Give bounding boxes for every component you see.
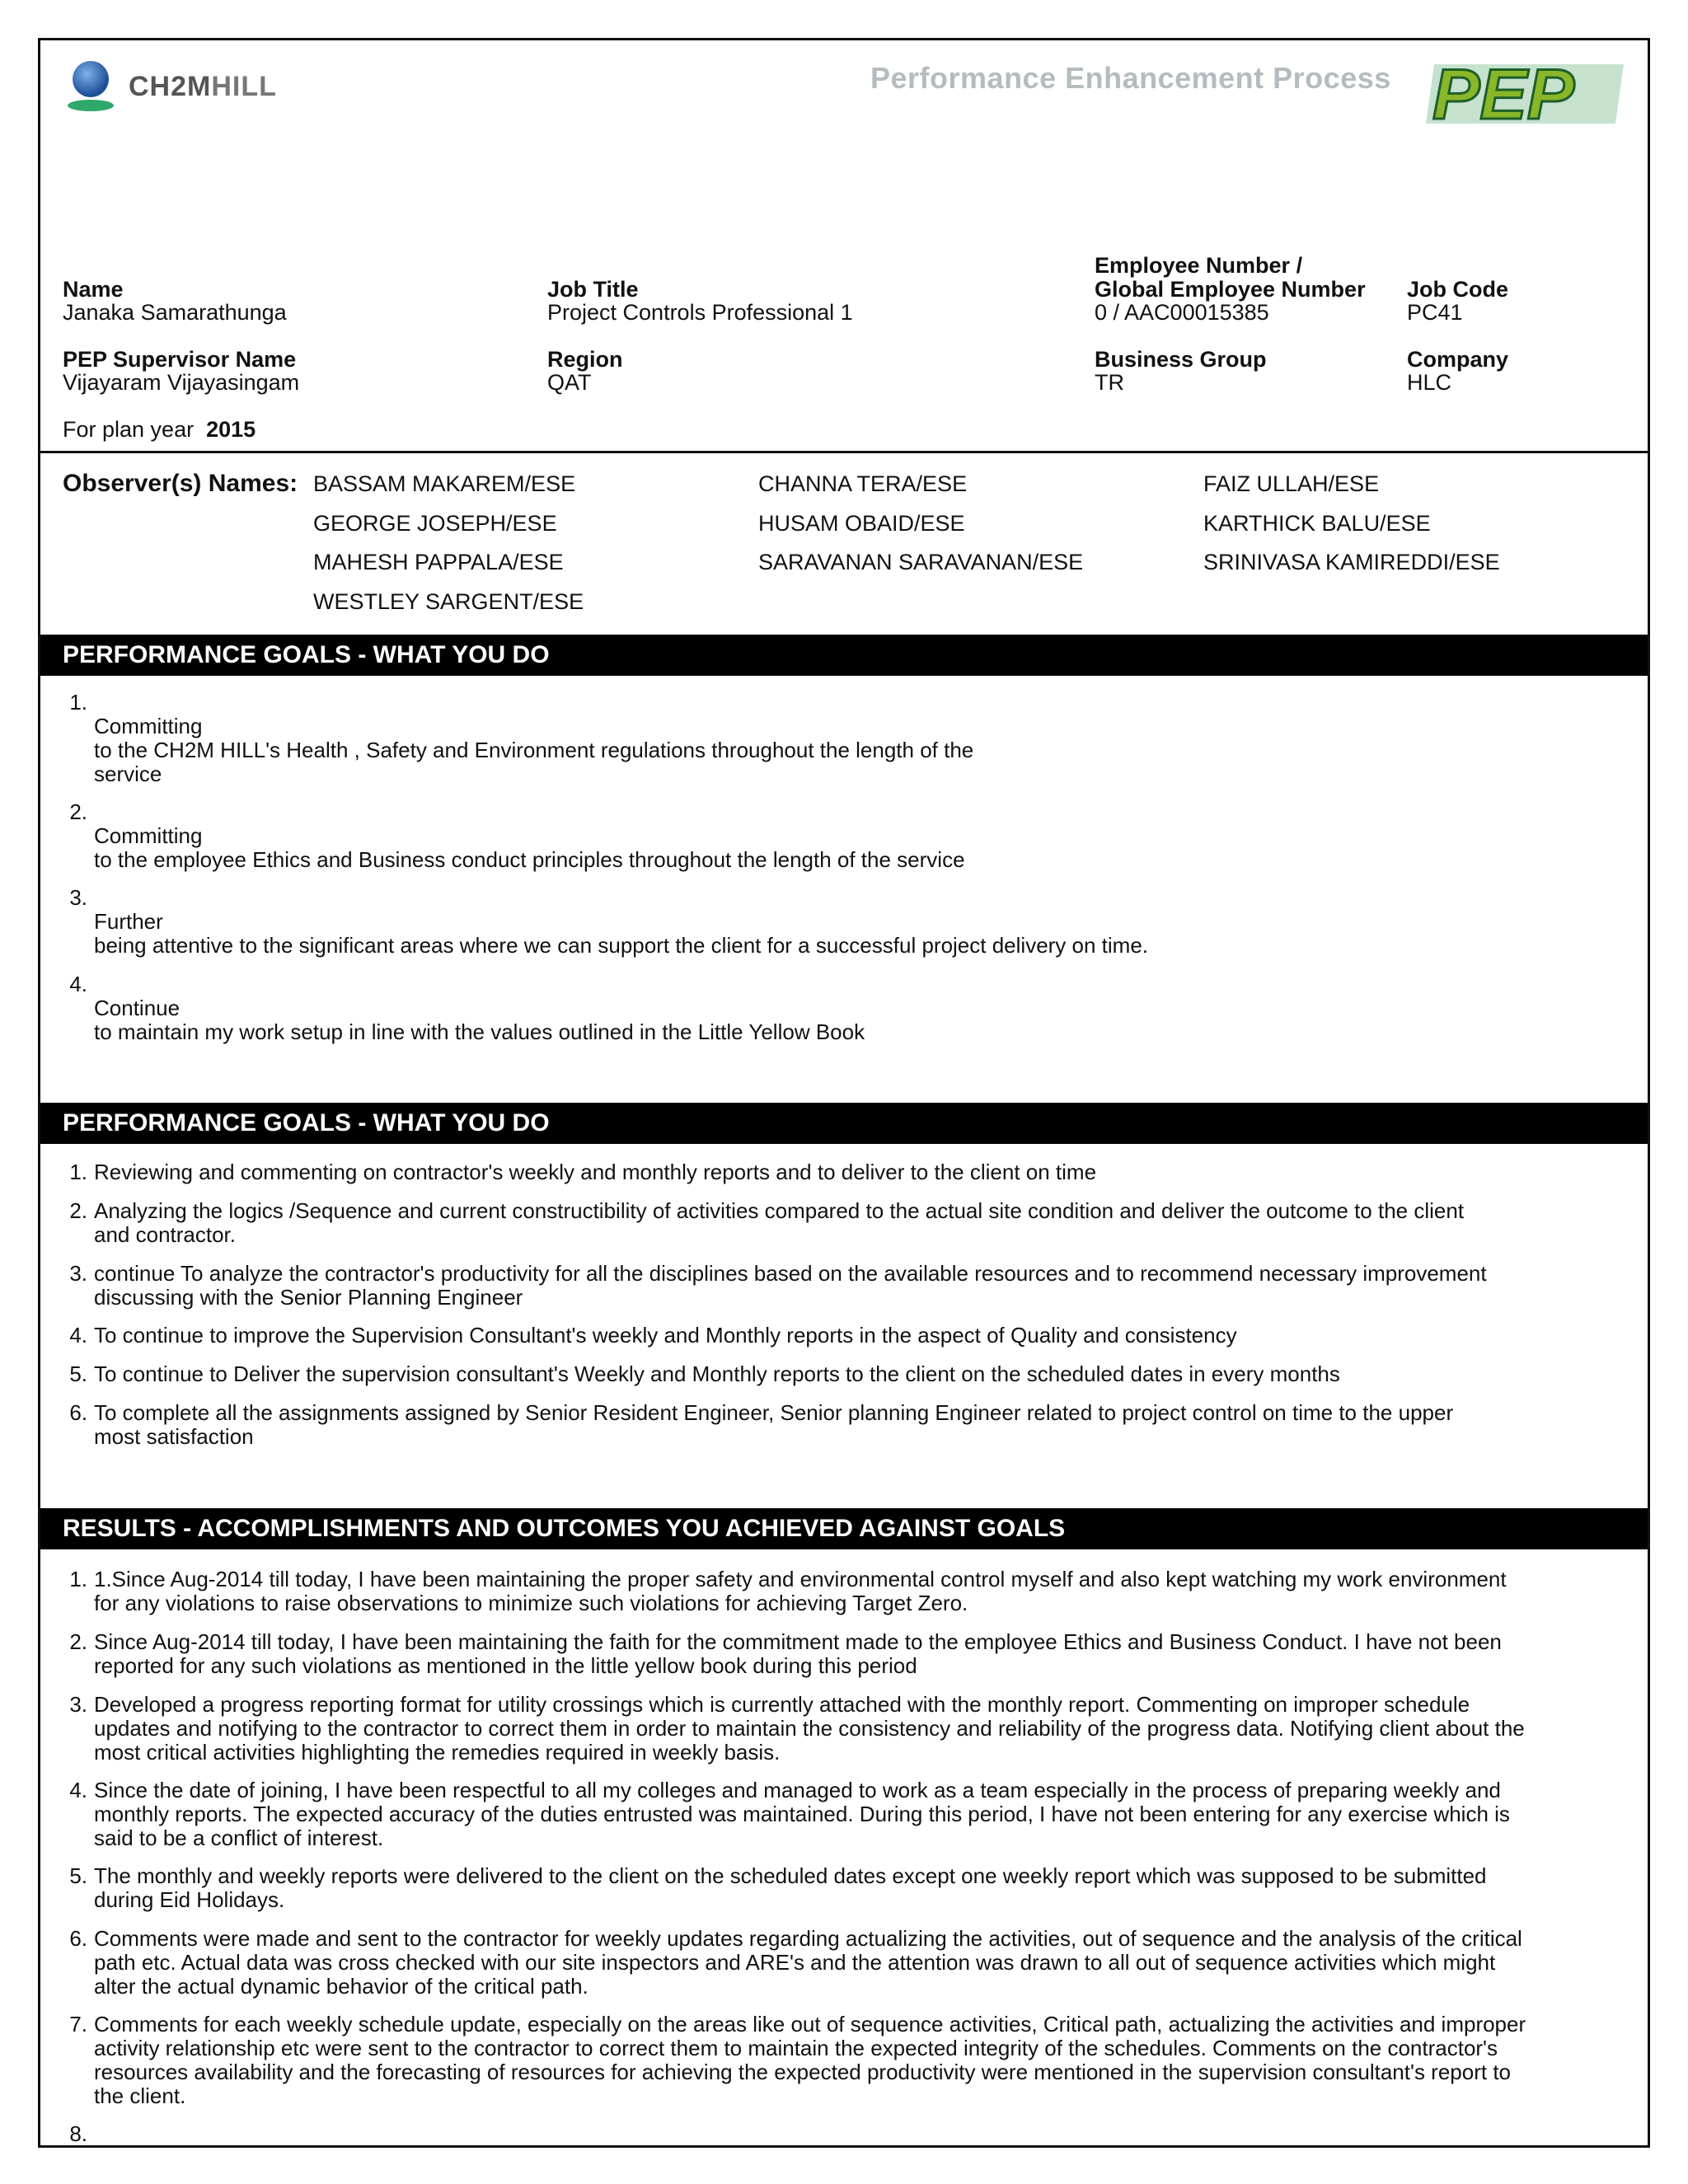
item-text: discussing with the Senior Planning Engineer xyxy=(94,1285,523,1310)
item-text: 1.Since Aug-2014 till today, I have been maintaining the proper safety and environmental control myself and also kept watching my work environment xyxy=(94,1567,1507,1591)
item-text: service xyxy=(94,762,162,786)
observer-name: CHANNA TERA/ESE xyxy=(758,471,968,496)
item-text: to the CH2M HILL's Health , Safety and Environment regulations throughout the length of the xyxy=(94,738,974,762)
supervisor-label: PEP Supervisor Name xyxy=(63,347,297,372)
item-text: to maintain my work setup in line with the values outlined in the Little Yellow Book xyxy=(94,1019,865,1044)
item-text: being attentive to the significant areas where we can support the client for a successful project delivery on time. xyxy=(94,933,1149,958)
item-text: Since the date of joining, I have been respectful to all my colleges and managed to work as a team especially in the process of preparing weekly and xyxy=(94,1778,1501,1802)
item-number: 2. xyxy=(69,1629,87,1654)
item-text: Committing xyxy=(94,714,203,738)
observer-name: FAIZ ULLAH/ESE xyxy=(1203,471,1380,496)
item-text: The monthly and weekly reports were delivered to the client on the scheduled dates except one weekly report which was supposed to be submitted xyxy=(94,1863,1487,1888)
item-text: most critical activities highlighting the remedies required in weekly basis. xyxy=(94,1740,781,1765)
plan-year xyxy=(63,417,256,443)
business-group-value: TR xyxy=(1095,370,1124,395)
job-code-label: Job Code xyxy=(1407,277,1509,302)
observer-name: GEORGE JOSEPH/ESE xyxy=(313,511,557,536)
item-text: to the employee Ethics and Business conduct principles throughout the length of the service xyxy=(94,847,965,872)
item-number: 3. xyxy=(69,1692,87,1717)
job-code-value: PC41 xyxy=(1407,300,1463,325)
section-header-goals-2: PERFORMANCE GOALS - WHAT YOU DO xyxy=(40,1103,1648,1144)
item-text: Further xyxy=(94,909,163,934)
observer-name: SARAVANAN SARAVANAN/ESE xyxy=(758,550,1084,574)
observers-title: Observer(s) Names: xyxy=(63,470,298,497)
item-number: 3. xyxy=(69,885,87,910)
employee-number-label-2: Global Employee Number xyxy=(1095,277,1366,302)
pep-logo-icon xyxy=(1418,56,1632,132)
item-text: during Eid Holidays. xyxy=(94,1887,285,1912)
job-title-label: Job Title xyxy=(547,277,639,302)
item-text: and contractor. xyxy=(94,1222,236,1247)
item-number: 1. xyxy=(69,690,87,715)
observer-name: KARTHICK BALU/ESE xyxy=(1203,511,1431,536)
item-text: reported for any such violations as mentioned in the little yellow book during this period xyxy=(94,1653,917,1678)
item-text: path etc. Actual data was cross checked with our site inspectors and ARE's and the attention was drawn to all out of sequence activities which might xyxy=(94,1950,1496,1975)
item-number: 1. xyxy=(69,1567,87,1591)
name-label: Name xyxy=(63,277,124,302)
item-number: 6. xyxy=(69,1926,87,1951)
observer-name: BASSAM MAKAREM/ESE xyxy=(313,471,576,496)
employee-number-value: 0 / AAC00015385 xyxy=(1095,300,1269,325)
divider xyxy=(38,451,1650,453)
job-title-value: Project Controls Professional 1 xyxy=(547,300,853,325)
item-text: Analyzing the logics /Sequence and current constructibility of activities compared to the actual site condition and deliver the outcome to the client xyxy=(94,1198,1465,1223)
region-label: Region xyxy=(547,347,623,372)
banner-subtitle: Performance Enhancement Process xyxy=(870,61,1391,95)
item-text: most satisfaction xyxy=(94,1424,254,1449)
company-label: Company xyxy=(1407,347,1509,372)
item-number: 7. xyxy=(69,2012,87,2036)
item-text: said to be a conflict of interest. xyxy=(94,1825,384,1850)
item-number: 2. xyxy=(69,1198,87,1223)
item-text: Committing xyxy=(94,823,203,848)
item-number: 6. xyxy=(69,1400,87,1425)
item-number: 1. xyxy=(69,1160,87,1184)
name-value: Janaka Samarathunga xyxy=(63,300,287,325)
employee-number-label-1: Employee Number / xyxy=(1095,253,1303,278)
item-text: Comments for each weekly schedule update, especially on the areas like out of sequence activities, Critical path, actualizing the activities and improper xyxy=(94,2012,1526,2036)
item-text: To continue to improve the Supervision Consultant's weekly and Monthly reports in the aspect of Quality and consistency xyxy=(94,1323,1237,1347)
item-text: activity relationship etc were sent to the contractor to correct them to maintain the expected integrity of the schedules. Comments on the contractor's xyxy=(94,2036,1498,2060)
item-text: the client. xyxy=(94,2083,186,2108)
item-text: To continue to Deliver the supervision consultant's Weekly and Monthly reports to the client on the scheduled dates in every months xyxy=(94,1361,1340,1386)
item-text: Since Aug-2014 till today, I have been maintaining the faith for the commitment made to the employee Ethics and Business Conduct. I have not been xyxy=(94,1629,1502,1654)
item-number: 8. xyxy=(69,2121,87,2146)
item-text: continue To analyze the contractor's productivity for all the disciplines based on the available resources and to recommend necessary improvement xyxy=(94,1261,1487,1286)
plan-year-label: For plan year xyxy=(63,417,195,442)
item-text: alter the actual dynamic behavior of the critical path. xyxy=(94,1974,588,1999)
item-text: monthly reports. The expected accuracy of the duties entrusted was maintained. During this period, I have not been entering for any exercise which is xyxy=(94,1802,1510,1826)
item-text: resources availability and the forecasting of resources for achieving the expected productivity were mentioned in the supervision consultant's report to xyxy=(94,2060,1512,2084)
observer-name: MAHESH PAPPALA/ESE xyxy=(313,550,564,574)
business-group-label: Business Group xyxy=(1095,347,1267,372)
logo-text-hill: HILL xyxy=(211,71,277,102)
section-header-results: RESULTS - ACCOMPLISHMENTS AND OUTCOMES YOU ACHIEVED AGAINST GOALS xyxy=(40,1508,1648,1549)
logo-text-ch2m: CH2M xyxy=(129,71,212,102)
item-number: 4. xyxy=(69,972,87,996)
supervisor-value: Vijayaram Vijayasingam xyxy=(63,370,300,395)
item-text: Reviewing and commenting on contractor's weekly and monthly reports and to deliver to the client on time xyxy=(94,1160,1097,1184)
company-logo-text xyxy=(129,71,277,103)
item-text: updates and notifying to the contractor to correct them in order to maintain the consistency and reliability of the progress data. Notifying client about the xyxy=(94,1716,1525,1741)
item-text: for any violations to raise observations to minimize such violations for achieving Target Zero. xyxy=(94,1591,968,1615)
item-text: Developed a progress reporting format for utility crossings which is currently attached with the monthly report. Commenting on improper schedule xyxy=(94,1692,1470,1717)
plan-year-value: 2015 xyxy=(206,417,256,442)
observer-name: HUSAM OBAID/ESE xyxy=(758,511,965,536)
region-value: QAT xyxy=(547,370,592,395)
observer-name: SRINIVASA KAMIREDDI/ESE xyxy=(1203,550,1500,574)
section-header-goals-1: PERFORMANCE GOALS - WHAT YOU DO xyxy=(40,635,1648,676)
item-number: 3. xyxy=(69,1261,87,1286)
item-text: Comments were made and sent to the contractor for weekly updates regarding actualizing the activities, out of sequence and the analysis of the critical xyxy=(94,1926,1522,1951)
item-number: 5. xyxy=(69,1863,87,1888)
item-number: 4. xyxy=(69,1323,87,1347)
item-number: 2. xyxy=(69,799,87,824)
item-text: Continue xyxy=(94,996,181,1020)
item-text: To complete all the assignments assigned by Senior Resident Engineer, Senior planning Engineer related to project control on time to the upper xyxy=(94,1400,1454,1425)
pep-logo-text: PEP xyxy=(1432,56,1575,132)
item-number: 4. xyxy=(69,1778,87,1802)
observer-name: WESTLEY SARGENT/ESE xyxy=(313,589,584,614)
item-number: 5. xyxy=(69,1361,87,1386)
company-value: HLC xyxy=(1407,370,1452,395)
